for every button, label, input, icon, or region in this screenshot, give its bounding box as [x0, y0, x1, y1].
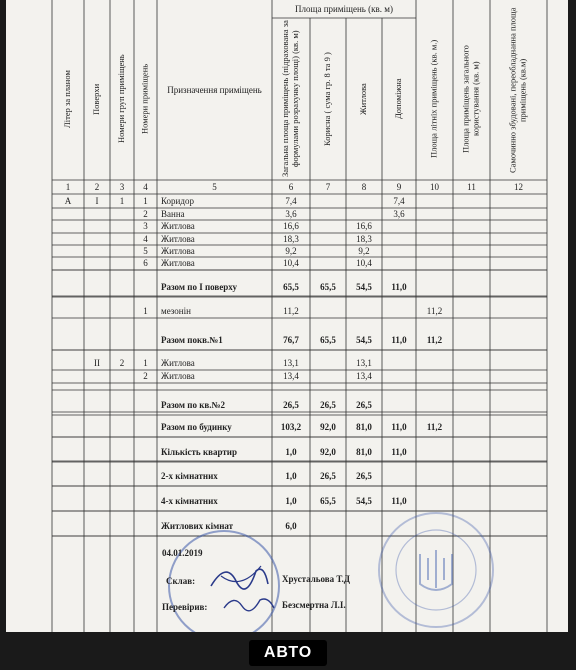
table-cell: 65,5 — [320, 496, 336, 506]
auto-badge[interactable]: АВТО — [249, 640, 327, 666]
header-col12: Самочинно збудовані, переобладнанна площа приміщень (кв.м) — [507, 7, 528, 173]
round-stamp-emblem — [378, 512, 494, 628]
header-col7: Корисна ( сума гр. 8 та 9 ) — [322, 52, 333, 146]
table-cell: 4 — [143, 233, 148, 244]
table-cell: 6 — [143, 258, 148, 268]
table-cell: 5 — [143, 245, 148, 256]
trident-icon — [380, 514, 492, 626]
table-cell: 2 — [119, 358, 125, 368]
header-col10: Площа літніх приміщень (кв. м.) — [428, 39, 439, 159]
table-cell: Разом по будинку — [161, 422, 232, 432]
table-cell: 1 — [143, 305, 148, 316]
col-number: 1 — [65, 182, 71, 192]
table-cell: 10,4 — [356, 258, 372, 268]
table-cell: 11,2 — [426, 334, 443, 345]
col-number: 6 — [288, 182, 294, 192]
table-cell: Коридор — [161, 196, 194, 206]
table-cell: Житлових кімнат — [161, 521, 234, 531]
table-cell: Ванна — [161, 208, 185, 219]
table-cell: 3,6 — [393, 208, 405, 219]
header-col6: Загальна площа приміщень (підрахована за формулами розрахунку площі) (кв. м) — [280, 20, 300, 178]
table-cell: 3 — [143, 221, 148, 231]
table-cell: 1,0 — [285, 471, 297, 481]
footer-date: 04.01.2019 — [162, 548, 203, 558]
footer-checked-name: Безсмертна Л.І. — [282, 600, 346, 610]
table-cell: 18,3 — [283, 233, 299, 244]
col-number: 10 — [430, 182, 439, 192]
table-cell: 26,5 — [356, 471, 372, 481]
table-cell: 11,2 — [283, 305, 299, 316]
table-cell: 92,0 — [320, 447, 336, 457]
table-cell: 11,2 — [426, 305, 443, 316]
table-cell: 65,5 — [283, 281, 299, 292]
footer-checked-label: Перевірив: — [162, 602, 208, 612]
header-col5: Призначення приміщень — [167, 85, 262, 95]
table-cell: 54,5 — [356, 281, 372, 292]
table-cell: Житлова — [161, 245, 195, 256]
table-cell: 9,2 — [358, 245, 370, 256]
table-cell: 1 — [143, 358, 148, 368]
col-number: 7 — [325, 182, 331, 192]
table-cell: мезонін — [161, 305, 191, 316]
table-cell: 65,5 — [320, 334, 336, 345]
table-cell: А — [64, 196, 72, 206]
table-cell: 9,2 — [285, 245, 297, 256]
table-cell: Кількість квартир — [161, 447, 237, 457]
col-number: 5 — [212, 182, 217, 192]
table-cell: Житлова — [161, 358, 195, 368]
header-col8: Житлова — [358, 83, 369, 115]
table-cell: 26,5 — [320, 400, 336, 410]
table-cell: 13,1 — [356, 358, 372, 368]
table-cell: 4-х кімнатних — [161, 496, 218, 506]
table-cell: 16,6 — [356, 221, 372, 231]
table-cell: 2 — [143, 371, 148, 381]
signature — [220, 590, 280, 616]
table-cell: 11,0 — [391, 447, 407, 457]
table-cell: 13,4 — [283, 371, 299, 381]
footer-made-label: Склав: — [166, 576, 196, 586]
col-number: 8 — [361, 182, 367, 192]
table-cell: 54,5 — [356, 334, 372, 345]
table-cell: 11,0 — [391, 334, 407, 345]
table-cell: 1 — [143, 196, 148, 206]
table-cell: 92,0 — [320, 422, 336, 432]
table-cell: 1 — [119, 196, 125, 206]
header-col9: Допоміжна — [393, 78, 404, 120]
table-cell: 11,2 — [426, 422, 443, 432]
col-number: 4 — [143, 182, 148, 192]
table-cell: 26,5 — [283, 400, 299, 410]
table-cell: Разом по І поверху — [161, 281, 237, 292]
table-cell: ІІ — [94, 358, 100, 368]
table-cell: 11,0 — [391, 422, 407, 432]
col-number: 2 — [94, 182, 100, 192]
table-cell: 3,6 — [285, 208, 297, 219]
table-cell: 13,1 — [283, 358, 299, 368]
table-cell: 1,0 — [285, 496, 297, 506]
table-cell: 10,4 — [283, 258, 299, 268]
table-cell: 2-х кімнатних — [161, 471, 218, 481]
table-cell: 7,4 — [393, 196, 405, 206]
table-cell: І — [95, 196, 99, 206]
header-col1: Літер за планом — [62, 70, 73, 128]
table-cell: 26,5 — [356, 400, 372, 410]
table-cell: 1,0 — [285, 447, 297, 457]
table-cell: 18,3 — [356, 233, 372, 244]
header-area-group: Площа приміщень (кв. м) — [295, 4, 393, 14]
document-page — [6, 0, 568, 632]
table-cell: Разом по кв.№2 — [161, 400, 226, 410]
table-cell: 26,5 — [320, 471, 336, 481]
table-cell: 65,5 — [320, 281, 336, 292]
table-cell: 81,0 — [356, 447, 372, 457]
footer-made-name: Хрустальова Т.Д — [282, 574, 350, 584]
table-cell: Житлова — [161, 371, 195, 381]
header-col2: Поверхи — [91, 83, 102, 115]
col-number: 9 — [396, 182, 402, 192]
table-cell: 103,2 — [280, 422, 302, 432]
table-cell: Житлова — [161, 233, 195, 244]
header-col4: Номери приміщень — [139, 63, 150, 135]
header-col11: Площа приміщень загального користування (кв. м) — [460, 45, 481, 153]
table-cell: 13,4 — [356, 371, 372, 381]
table-cell: Житлова — [161, 258, 195, 268]
table-cell: 6,0 — [285, 521, 297, 531]
col-number: 3 — [119, 182, 125, 192]
header-col3: Номери груп приміщень — [116, 54, 127, 144]
table-cell: 54,5 — [356, 496, 372, 506]
table-cell: 81,0 — [356, 422, 372, 432]
table-cell: 7,4 — [285, 196, 297, 206]
table-cell: 16,6 — [283, 221, 299, 231]
table-cell: 76,7 — [283, 334, 299, 345]
table-cell: 11,0 — [391, 281, 407, 292]
col-number: 12 — [514, 182, 523, 192]
table-cell: Житлова — [161, 221, 195, 231]
table-cell: 2 — [143, 208, 148, 219]
table-cell: Разом покв.№1 — [161, 334, 223, 345]
table-cell: 11,0 — [391, 496, 407, 506]
col-number: 11 — [467, 182, 476, 192]
